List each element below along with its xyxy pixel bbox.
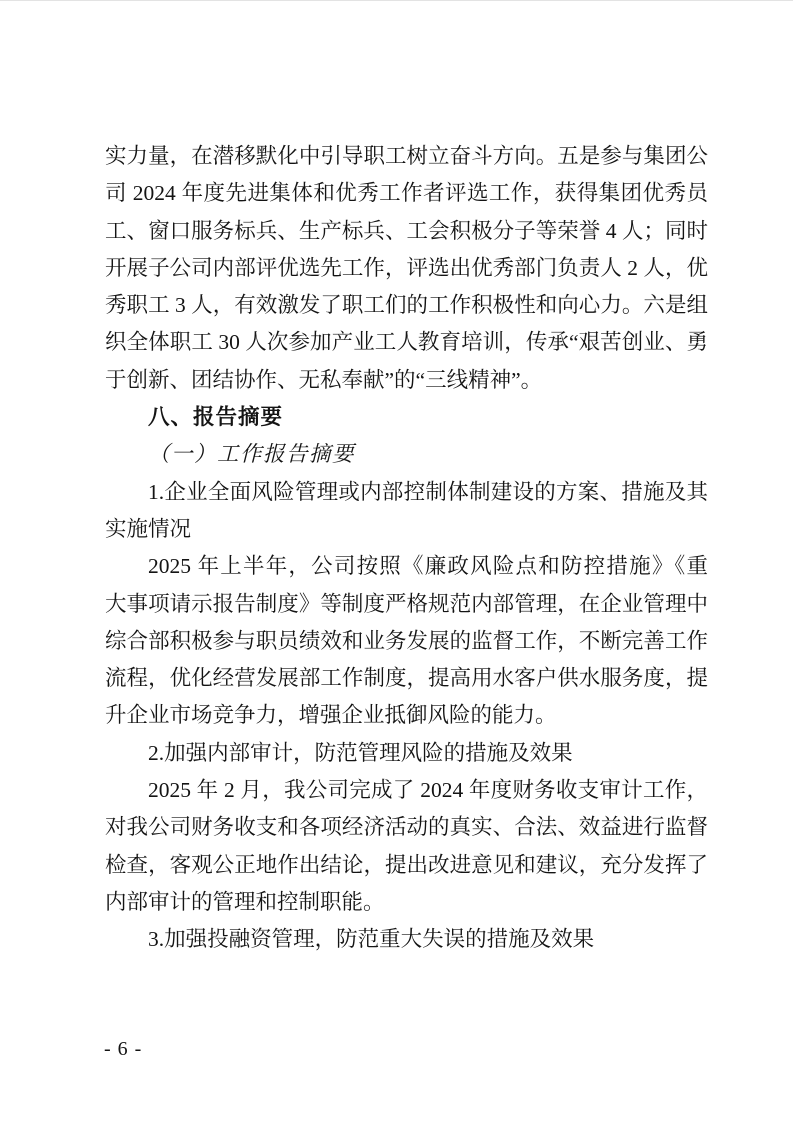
text-line: 秀职工 3 人，有效激发了职工们的工作积极性和向心力。六是组	[105, 293, 708, 318]
section-heading: 八、报告摘要	[148, 405, 284, 430]
text-line: 实施情况	[105, 516, 192, 541]
text-line: 2.加强内部审计，防范管理风险的措施及效果	[148, 740, 573, 765]
text-line: 流程，优化经营发展部工作制度，提高用水客户供水服务度，提	[105, 666, 708, 691]
text-line: 大事项请示报告制度》等制度严格规范内部管理，在企业管理中	[105, 591, 708, 616]
text-line: 2025 年上半年，公司按照《廉政风险点和防控措施》《重	[148, 554, 708, 579]
text-line: 于创新、团结协作、无私奉献”的“三线精神”。	[105, 367, 543, 392]
text-line: 1.企业全面风险管理或内部控制体制建设的方案、措施及其	[148, 479, 708, 504]
text-line: 开展子公司内部评优选先工作，评选出优秀部门负责人 2 人，优	[105, 255, 708, 280]
text-line: 3.加强投融资管理，防范重大失误的措施及效果	[148, 927, 595, 952]
text-line: 2025 年 2 月，我公司完成了 2024 年度财务收支审计工作，	[148, 778, 708, 803]
text-line: 内部审计的管理和控制职能。	[105, 889, 385, 914]
text-line: 织全体职工 30 人次参加产业工人教育培训，传承“艰苦创业、勇	[105, 330, 708, 355]
text-line: 升企业市场竞争力，增强企业抵御风险的能力。	[105, 703, 557, 728]
text-line: 对我公司财务收支和各项经济活动的真实、合法、效益进行监督	[105, 815, 708, 840]
document-body	[105, 138, 708, 959]
text-line: 检查，客观公正地作出结论，提出改进意见和建议，充分发挥了	[105, 852, 708, 877]
text-line: 综合部积极参与职员绩效和业务发展的监督工作，不断完善工作	[105, 628, 708, 653]
page-number: - 6 -	[104, 1038, 143, 1060]
subsection-heading: （一）工作报告摘要	[148, 442, 356, 467]
text-line: 司 2024 年度先进集体和优秀工作者评选工作，获得集团优秀员	[105, 181, 708, 206]
text-line: 实力量，在潜移默化中引导职工树立奋斗方向。五是参与集团公	[105, 144, 708, 168]
text-line: 工、窗口服务标兵、生产标兵、工会积极分子等荣誉 4 人；同时	[105, 218, 708, 243]
